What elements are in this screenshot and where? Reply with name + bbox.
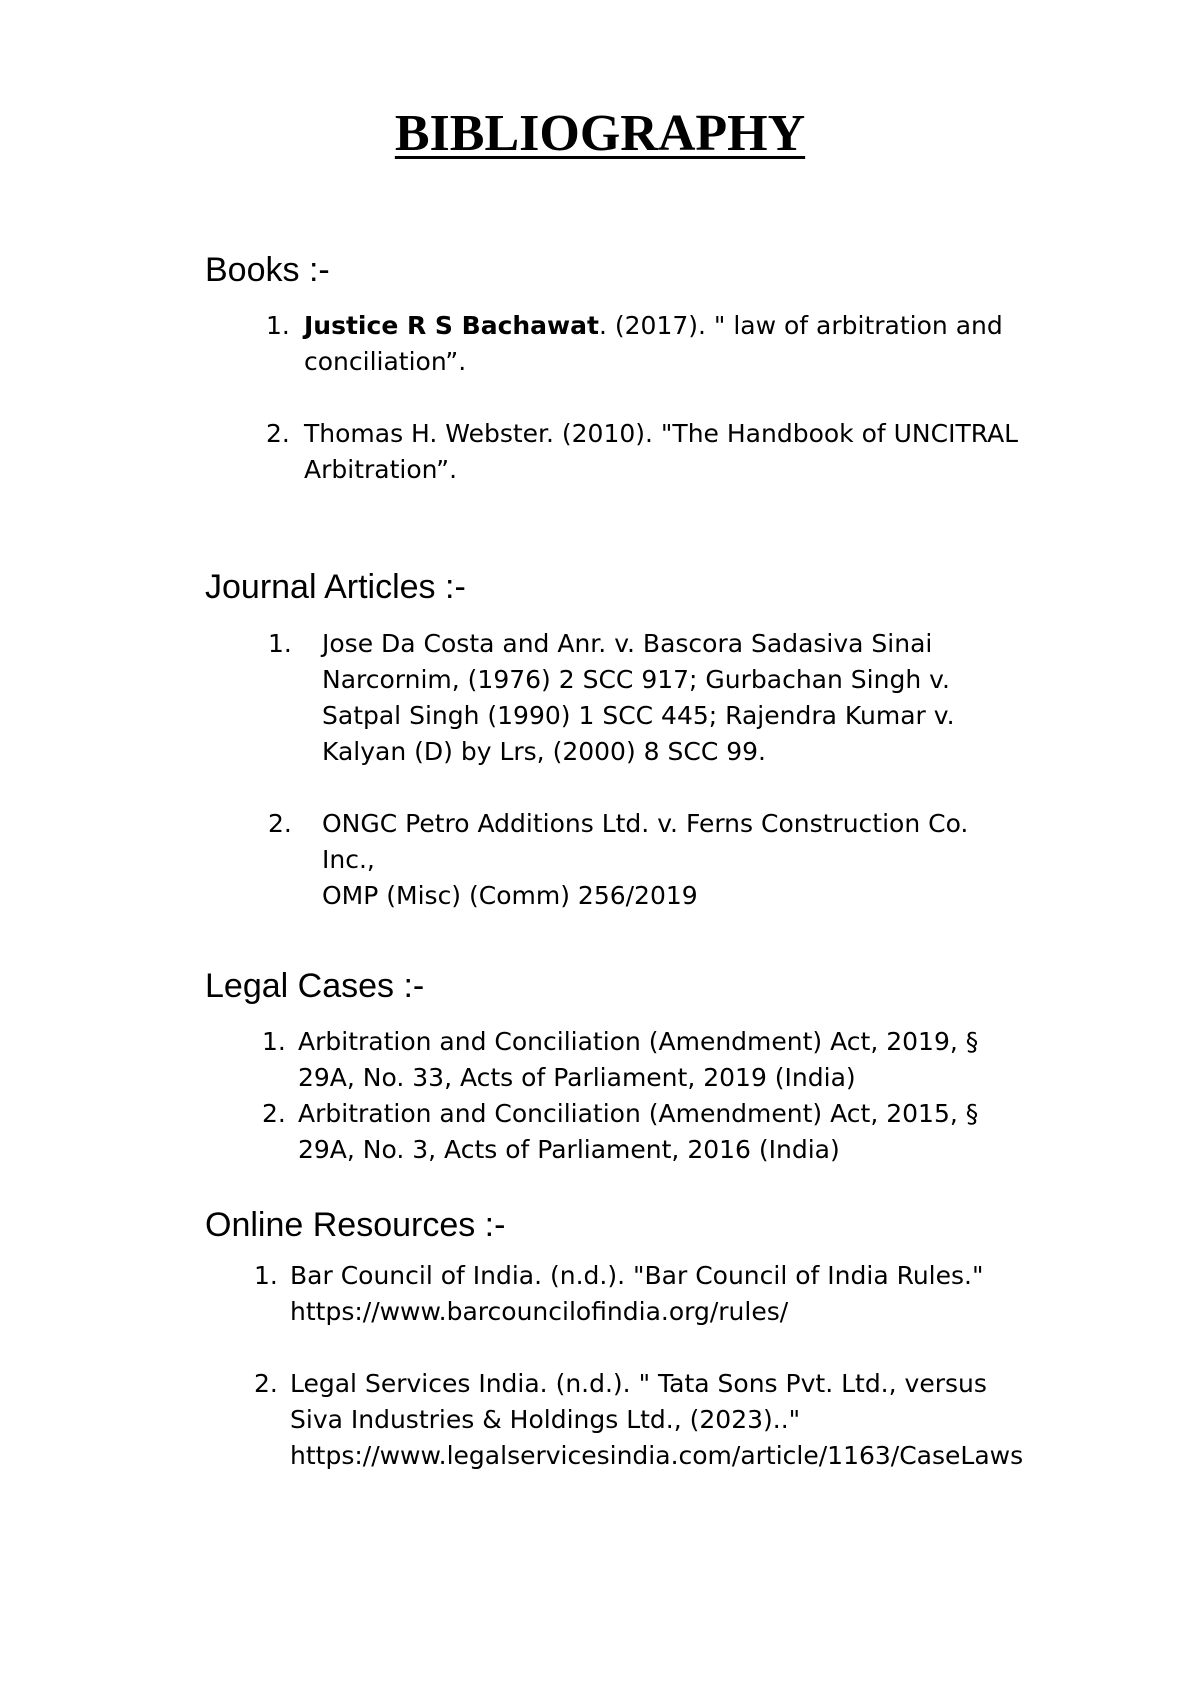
- online-resources-heading: Online Resources :-: [205, 1206, 506, 1244]
- citation-text: 29A, No. 33, Acts of Parliament, 2019 (India): [298, 1063, 856, 1092]
- citation-text: . (2017). " law of arbitration and: [598, 311, 1003, 340]
- page-title: BIBLIOGRAPHY: [394, 105, 806, 162]
- books-heading: Books :-: [205, 251, 330, 289]
- list-number: 2.: [268, 809, 292, 838]
- citation-text: conciliation”.: [304, 347, 467, 376]
- author-name: Justice R S Bachawat: [304, 311, 599, 340]
- citation-link: https://www.legalservicesindia.com/article/1163/CaseLaws: [290, 1441, 1024, 1470]
- books-item-1: [266, 308, 1003, 380]
- citation-text: OMP (Misc) (Comm) 256/2019: [322, 881, 698, 910]
- online-item-1: [254, 1258, 983, 1330]
- journal-item-2: [268, 806, 968, 914]
- list-number: 2.: [254, 1369, 278, 1398]
- list-number: 1.: [262, 1027, 286, 1056]
- citation-link: https://www.barcouncilofindia.org/rules/: [290, 1297, 789, 1326]
- citation-text: Siva Industries & Holdings Ltd., (2023)..": [290, 1405, 801, 1434]
- cases-item-2: [262, 1096, 978, 1168]
- citation-text: Thomas H. Webster. (2010). "The Handbook of UNCITRAL: [304, 419, 1019, 448]
- books-item-2: [266, 416, 1018, 488]
- list-number: 2.: [262, 1099, 286, 1128]
- list-number: 1.: [266, 311, 290, 340]
- cases-item-1: [262, 1024, 978, 1096]
- citation-text: Arbitration and Conciliation (Amendment) Act, 2019, §: [298, 1027, 979, 1056]
- citation-text: Bar Council of India. (n.d.). "Bar Council of India Rules.": [290, 1261, 984, 1290]
- list-number: 2.: [266, 419, 290, 448]
- citation-text: Legal Services India. (n.d.). " Tata Sons Pvt. Ltd., versus: [290, 1369, 987, 1398]
- list-number: 1.: [268, 629, 292, 658]
- citation-text: Kalyan (D) by Lrs, (2000) 8 SCC 99.: [322, 737, 766, 766]
- citation-text: 29A, No. 3, Acts of Parliament, 2016 (India): [298, 1135, 840, 1164]
- citation-text: Narcornim, (1976) 2 SCC 917; Gurbachan Singh v.: [322, 665, 950, 694]
- citation-text: Inc.,: [322, 845, 375, 874]
- list-number: 1.: [254, 1261, 278, 1290]
- citation-text: Arbitration”.: [304, 455, 458, 484]
- legal-cases-heading: Legal Cases :-: [205, 967, 425, 1005]
- citation-text: Jose Da Costa and Anr. v. Bascora Sadasiva Sinai: [322, 629, 933, 658]
- journal-articles-heading: Journal Articles :-: [205, 568, 466, 606]
- citation-text: ONGC Petro Additions Ltd. v. Ferns Construction Co.: [322, 809, 969, 838]
- online-item-2: [254, 1366, 1023, 1474]
- citation-text: Arbitration and Conciliation (Amendment) Act, 2015, §: [298, 1099, 979, 1128]
- journal-item-1: [268, 626, 955, 770]
- citation-text: Satpal Singh (1990) 1 SCC 445; Rajendra Kumar v.: [322, 701, 955, 730]
